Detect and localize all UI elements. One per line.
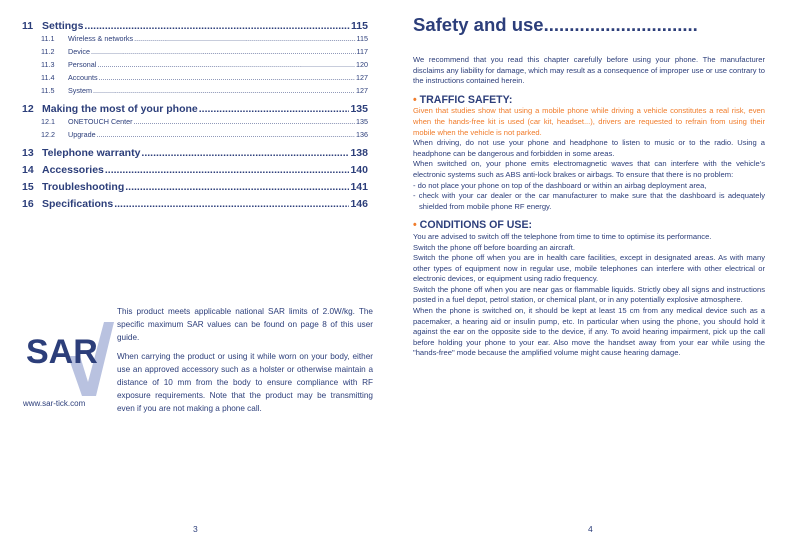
toc-entry-page: 140 bbox=[350, 164, 368, 176]
toc-entry-title: Specifications bbox=[42, 198, 114, 210]
conditions-paragraph: Switch the phone off before boarding an aircraft. bbox=[413, 242, 575, 252]
toc-leader-dots bbox=[114, 198, 349, 210]
toc-entry-number: 11 bbox=[22, 20, 34, 32]
toc-leader-dots bbox=[125, 181, 349, 193]
toc-leader-dots bbox=[199, 103, 350, 115]
intro-paragraph: We recommend that you read this chapter carefully before using your phone. The manufacturer disclaims any liability for damage, which may result as a consequence of improper use or use contrary to the instructions contained herein. bbox=[413, 55, 765, 86]
conditions-heading-text: CONDITIONS OF USE: bbox=[419, 219, 533, 232]
conditions-paragraph: Switch the phone off when you are near gas or flammable liquids. Strictly obey all signs and instructions posted in a fuel depot, petrol station, or chemical plant, or in any potentially explosive atmosphere. bbox=[413, 284, 765, 305]
toc-entry-title: Wireless & networks bbox=[68, 34, 134, 43]
toc-leader-dots bbox=[134, 34, 355, 43]
toc-entry-page: 141 bbox=[350, 181, 368, 193]
toc-entry-title: Personal bbox=[68, 60, 97, 69]
toc-entry[interactable] bbox=[22, 86, 368, 99]
toc-entry[interactable] bbox=[22, 198, 368, 211]
page-number-left: 3 bbox=[193, 524, 198, 534]
toc-entry-number: 16 bbox=[22, 198, 34, 210]
toc-entry-number: 11.5 bbox=[41, 86, 55, 95]
toc-entry-page: 146 bbox=[350, 198, 368, 210]
toc-entry[interactable] bbox=[22, 34, 368, 47]
toc-entry-number: 11.1 bbox=[41, 34, 55, 43]
toc-entry-page: 117 bbox=[356, 47, 368, 56]
toc-entry-number: 15 bbox=[22, 181, 34, 193]
toc-entry-title: Accessories bbox=[42, 164, 104, 176]
toc-leader-dots bbox=[99, 73, 355, 82]
toc-entry-title: Accounts bbox=[68, 73, 98, 82]
traffic-warning: Given that studies show that using a mobile phone while driving a vehicle constitutes a real risk, even when the hands-free kit is used (car kit, headset...), drivers are requested to refrain from using their mobile when the vehicle is not parked. bbox=[413, 106, 765, 137]
toc-leader-dots bbox=[91, 47, 356, 56]
traffic-paragraph: When driving, do not use your phone and headphone to listen to music or to the radio. Using a headphone can be dangerous and forbidden in some areas. bbox=[413, 138, 765, 158]
toc-entry-page: 127 bbox=[356, 86, 368, 95]
traffic-paragraph: When switched on, your phone emits electromagnetic waves that can interfere with the vehicle's electronic systems such as ABS anti-lock brakes or airbags. To ensure that there is no problem: bbox=[413, 159, 765, 179]
traffic-safety-heading-text: TRAFFIC SAFETY: bbox=[419, 93, 513, 106]
toc-entry-title: Device bbox=[68, 47, 90, 56]
toc-leader-dots bbox=[84, 20, 350, 32]
toc-entry-page: 127 bbox=[356, 73, 368, 82]
toc-entry-title: Making the most of your phone bbox=[42, 103, 198, 115]
toc-entry[interactable] bbox=[22, 130, 368, 143]
sar-logo bbox=[24, 316, 116, 402]
toc-entry-number: 11.3 bbox=[41, 60, 55, 69]
toc-entry[interactable] bbox=[22, 47, 368, 60]
toc-entry-number: 12.2 bbox=[41, 130, 55, 139]
conditions-paragraph: You are advised to switch off the telephone from time to time to optimise its performance. bbox=[413, 231, 712, 241]
toc-entry-page: 136 bbox=[356, 130, 368, 139]
toc-entry[interactable] bbox=[22, 60, 368, 73]
toc-leader-dots bbox=[105, 164, 350, 176]
toc-entry-title: Troubleshooting bbox=[42, 181, 125, 193]
toc-entry-page: 115 bbox=[351, 20, 368, 32]
toc-entry-number: 11.4 bbox=[41, 73, 55, 82]
safety-body bbox=[413, 55, 765, 359]
table-of-contents bbox=[22, 16, 368, 212]
toc-entry[interactable] bbox=[22, 73, 368, 86]
toc-leader-dots bbox=[134, 117, 355, 126]
toc-entry-page: 115 bbox=[356, 34, 368, 43]
sar-description bbox=[117, 305, 373, 421]
right-page bbox=[393, 0, 786, 559]
conditions-paragraph: When the phone is switched on, it should be kept at least 15 cm from any medical device such as a pacemaker, a hearing aid or insulin pump, etc. In particular when using the phone, you should hold it against the ear on the opposite side to the device, if any. To avoid hearing impairment, pick up the call before holding your phone to your ear. Also move the handset away from your ear while using the "hands-free" mode because the amplified volume might cause hearing damage. bbox=[413, 306, 765, 358]
toc-entry[interactable] bbox=[22, 181, 368, 194]
toc-entry-number: 12.1 bbox=[41, 117, 55, 126]
toc-entry-number: 12 bbox=[22, 103, 34, 115]
page-title: Safety and use.............................. bbox=[413, 14, 698, 35]
toc-entry[interactable] bbox=[22, 117, 368, 130]
toc-entry-title: ONETOUCH Center bbox=[68, 117, 133, 126]
toc-entry-number: 13 bbox=[22, 147, 34, 159]
conditions-heading bbox=[413, 220, 765, 231]
toc-entry-title: Upgrade bbox=[68, 130, 96, 139]
toc-leader-dots bbox=[97, 60, 355, 69]
toc-entry[interactable] bbox=[22, 147, 368, 160]
toc-entry-title: System bbox=[68, 86, 92, 95]
toc-entry-page: 135 bbox=[356, 117, 368, 126]
toc-entry-number: 14 bbox=[22, 164, 34, 176]
toc-leader-dots bbox=[141, 147, 349, 159]
sar-paragraph: When carrying the product or using it while worn on your body, either use an approved accessory such as a holster or otherwise maintain a distance of 10 mm from the body to ensure compliance with RF exposure requirements. Note that the product may be transmitting even if you are not making a phone call. bbox=[117, 352, 373, 413]
sar-paragraph: This product meets applicable national SAR limits of 2.0W/kg. The specific maximum SAR values can be found on page 8 of this user guide. bbox=[117, 307, 373, 342]
toc-entry-page: 120 bbox=[356, 60, 368, 69]
toc-entry-page: 135 bbox=[350, 103, 368, 115]
bullet-icon: • bbox=[413, 93, 417, 106]
toc-entry-page: 138 bbox=[350, 147, 368, 159]
traffic-list-item: - check with your car dealer or the car manufacturer to make sure that the dashboard is adequately shielded from mobile phone RF energy. bbox=[413, 191, 765, 211]
conditions-paragraph: Switch the phone off when you are in health care facilities, except in designated areas. As with many other types of equipment now in regular use, mobile telephones can interfere with other electrical or electronic devices, or equipment using radio frequency. bbox=[413, 253, 765, 284]
toc-entry[interactable] bbox=[22, 103, 368, 116]
toc-leader-dots bbox=[97, 130, 355, 139]
traffic-safety-heading bbox=[413, 95, 765, 106]
toc-entry-title: Settings bbox=[42, 20, 84, 32]
traffic-list-item: - do not place your phone on top of the dashboard or within an airbag deployment area, bbox=[413, 180, 707, 190]
toc-leader-dots bbox=[93, 86, 355, 95]
sar-logo-text: SAR bbox=[26, 333, 98, 371]
toc-entry-number: 11.2 bbox=[41, 47, 55, 56]
page-number-right: 4 bbox=[588, 524, 593, 534]
toc-entry[interactable] bbox=[22, 164, 368, 177]
toc-entry[interactable] bbox=[22, 20, 368, 33]
sar-url: www.sar-tick.com bbox=[23, 399, 86, 408]
toc-entry-title: Telephone warranty bbox=[42, 147, 141, 159]
bullet-icon: • bbox=[413, 219, 417, 232]
